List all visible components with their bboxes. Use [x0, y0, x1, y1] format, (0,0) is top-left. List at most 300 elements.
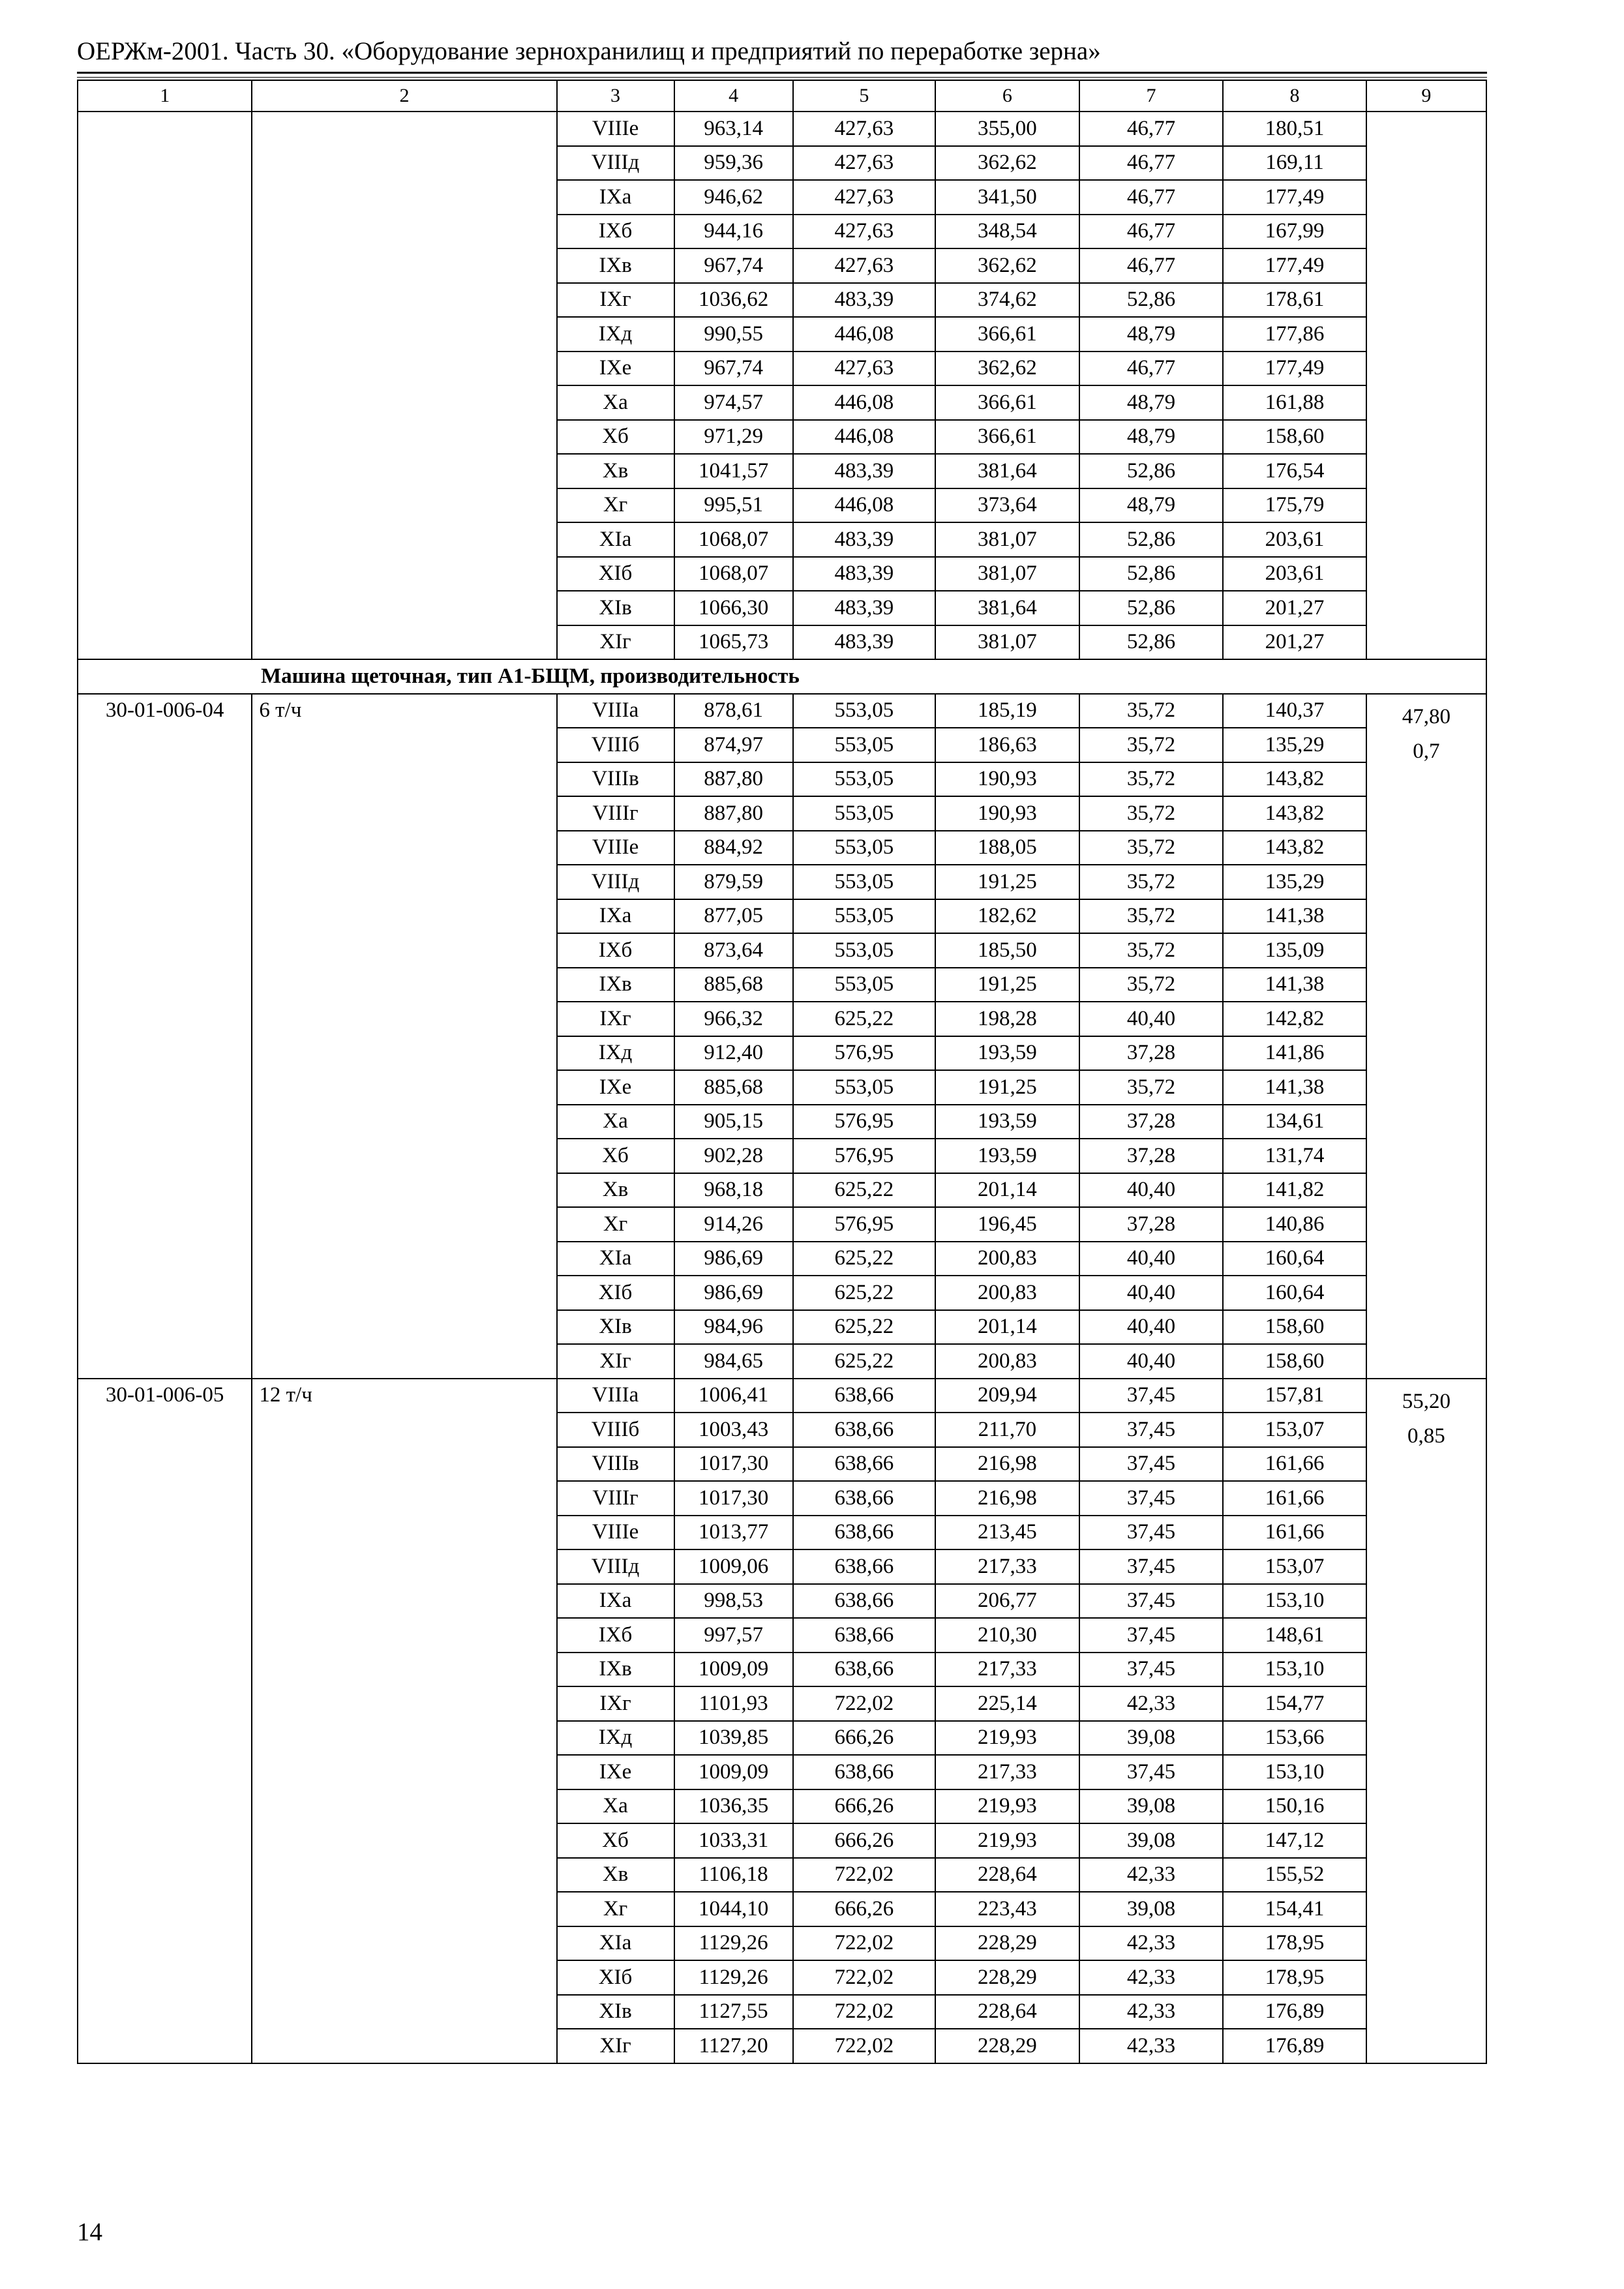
value-cell: 362,62	[935, 146, 1079, 181]
value-cell: 1036,35	[674, 1789, 793, 1824]
value-cell: 879,59	[674, 865, 793, 899]
value-cell: 135,09	[1223, 933, 1366, 968]
zone-cell: IXа	[557, 1584, 674, 1619]
zone-cell: IXг	[557, 283, 674, 318]
zone-cell: XIб	[557, 1960, 674, 1995]
value-cell: 912,40	[674, 1036, 793, 1071]
zone-cell: Xв	[557, 1858, 674, 1893]
value-cell: 228,29	[935, 1960, 1079, 1995]
value-cell: 666,26	[793, 1721, 935, 1756]
value-cell: 155,52	[1223, 1858, 1366, 1893]
value-cell: 150,16	[1223, 1789, 1366, 1824]
value-cell: 200,83	[935, 1344, 1079, 1379]
zone-cell: VIIIг	[557, 1481, 674, 1516]
zone-cell: VIIIд	[557, 146, 674, 181]
value-cell: 483,39	[793, 522, 935, 557]
value-cell: 39,08	[1079, 1789, 1224, 1824]
value-cell: 576,95	[793, 1105, 935, 1139]
section-title: Машина щеточная, тип А1-БЩМ, производительность	[261, 664, 800, 688]
value-cell: 638,66	[793, 1413, 935, 1447]
zone-cell: Xб	[557, 420, 674, 455]
value-cell: 35,72	[1079, 831, 1224, 865]
value-cell: 998,53	[674, 1584, 793, 1619]
value-cell: 1009,09	[674, 1653, 793, 1687]
value-cell: 210,30	[935, 1618, 1079, 1653]
value-cell: 35,72	[1079, 1070, 1224, 1105]
value-cell: 722,02	[793, 1926, 935, 1961]
value-cell: 666,26	[793, 1823, 935, 1858]
value-cell: 37,45	[1079, 1481, 1224, 1516]
value-cell: 974,57	[674, 385, 793, 420]
value-cell: 190,93	[935, 796, 1079, 831]
value-cell: 381,07	[935, 557, 1079, 591]
value-cell: 1039,85	[674, 1721, 793, 1756]
value-cell: 39,08	[1079, 1823, 1224, 1858]
zone-cell: IXе	[557, 1755, 674, 1789]
zone-cell: XIв	[557, 1310, 674, 1345]
value-cell: 1036,62	[674, 283, 793, 318]
section-row	[78, 659, 1486, 694]
value-cell: 216,98	[935, 1481, 1079, 1516]
value-cell: 228,29	[935, 2029, 1079, 2063]
value-cell: 366,61	[935, 385, 1079, 420]
column-number: 4	[674, 80, 793, 112]
value-cell: 153,07	[1223, 1413, 1366, 1447]
value-cell: 1003,43	[674, 1413, 793, 1447]
zone-cell: IXд	[557, 317, 674, 352]
value-cell: 46,77	[1079, 215, 1224, 249]
value-cell: 37,45	[1079, 1413, 1224, 1447]
value-cell: 213,45	[935, 1516, 1079, 1550]
value-cell: 381,64	[935, 591, 1079, 625]
value-cell: 42,33	[1079, 1926, 1224, 1961]
value-cell: 154,77	[1223, 1686, 1366, 1721]
value-cell: 37,28	[1079, 1036, 1224, 1071]
value-cell: 638,66	[793, 1584, 935, 1619]
value-cell: 1066,30	[674, 591, 793, 625]
value-cell: 40,40	[1079, 1242, 1224, 1276]
zone-cell: IXв	[557, 1653, 674, 1687]
value-cell: 191,25	[935, 1070, 1079, 1105]
value-cell: 966,32	[674, 1002, 793, 1036]
value-cell: 52,86	[1079, 591, 1224, 625]
value-cell: 553,05	[793, 933, 935, 968]
value-cell: 381,07	[935, 625, 1079, 660]
value-cell: 140,86	[1223, 1207, 1366, 1242]
value-cell: 986,69	[674, 1276, 793, 1310]
zone-cell: XIг	[557, 1344, 674, 1379]
value-cell: 427,63	[793, 146, 935, 181]
column-number: 7	[1079, 80, 1224, 112]
column-number: 1	[78, 80, 252, 112]
value-cell: 553,05	[793, 831, 935, 865]
value-cell: 374,62	[935, 283, 1079, 318]
zone-cell: IXе	[557, 352, 674, 386]
value-cell: 193,59	[935, 1139, 1079, 1173]
value-cell: 201,27	[1223, 591, 1366, 625]
value-cell: 135,29	[1223, 865, 1366, 899]
value-cell: 381,07	[935, 522, 1079, 557]
value-cell: 193,59	[935, 1036, 1079, 1071]
zone-cell: XIб	[557, 557, 674, 591]
value-cell: 1068,07	[674, 557, 793, 591]
col9-value: 0,85	[1407, 1424, 1445, 1448]
value-cell: 134,61	[1223, 1105, 1366, 1139]
column-number: 5	[793, 80, 935, 112]
value-cell: 40,40	[1079, 1173, 1224, 1208]
value-cell: 225,14	[935, 1686, 1079, 1721]
value-cell: 217,33	[935, 1549, 1079, 1584]
zone-cell: VIIIв	[557, 762, 674, 797]
value-cell: 722,02	[793, 2029, 935, 2063]
value-cell: 143,82	[1223, 831, 1366, 865]
zone-cell: XIв	[557, 1995, 674, 2029]
col9-value: 55,20	[1402, 1389, 1451, 1413]
zone-cell: Xг	[557, 1892, 674, 1926]
zone-cell: IXг	[557, 1002, 674, 1036]
value-cell: 553,05	[793, 796, 935, 831]
value-cell: 638,66	[793, 1516, 935, 1550]
header-rule	[77, 72, 1487, 74]
value-cell: 154,41	[1223, 1892, 1366, 1926]
value-cell: 211,70	[935, 1413, 1079, 1447]
value-cell: 576,95	[793, 1036, 935, 1071]
value-cell: 42,33	[1079, 1686, 1224, 1721]
value-cell: 997,57	[674, 1618, 793, 1653]
value-cell: 217,33	[935, 1653, 1079, 1687]
value-cell: 666,26	[793, 1892, 935, 1926]
value-cell: 878,61	[674, 694, 793, 728]
value-cell: 157,81	[1223, 1379, 1366, 1413]
value-cell: 553,05	[793, 694, 935, 728]
zone-cell: VIIIб	[557, 728, 674, 762]
value-cell: 722,02	[793, 1995, 935, 2029]
value-cell: 37,28	[1079, 1139, 1224, 1173]
zone-cell: Xв	[557, 454, 674, 488]
value-cell: 219,93	[935, 1789, 1079, 1824]
value-cell: 141,86	[1223, 1036, 1366, 1071]
column-number: 8	[1223, 80, 1366, 112]
zone-cell: VIIIе	[557, 1516, 674, 1550]
value-cell: 219,93	[935, 1721, 1079, 1756]
zone-cell: IXб	[557, 215, 674, 249]
value-cell: 427,63	[793, 352, 935, 386]
value-cell: 625,22	[793, 1344, 935, 1379]
value-cell: 35,72	[1079, 694, 1224, 728]
value-cell: 35,72	[1079, 933, 1224, 968]
value-cell: 40,40	[1079, 1276, 1224, 1310]
value-cell: 228,64	[935, 1858, 1079, 1893]
value-cell: 1044,10	[674, 1892, 793, 1926]
zone-cell: Xг	[557, 1207, 674, 1242]
value-cell: 914,26	[674, 1207, 793, 1242]
value-cell: 158,60	[1223, 1344, 1366, 1379]
value-cell: 553,05	[793, 1070, 935, 1105]
value-cell: 161,66	[1223, 1516, 1366, 1550]
zone-cell: Xб	[557, 1139, 674, 1173]
value-cell: 203,61	[1223, 522, 1366, 557]
value-cell: 191,25	[935, 865, 1079, 899]
value-cell: 158,60	[1223, 1310, 1366, 1345]
value-cell: 984,65	[674, 1344, 793, 1379]
zone-cell: IXа	[557, 180, 674, 215]
value-cell: 200,83	[935, 1276, 1079, 1310]
value-cell: 135,29	[1223, 728, 1366, 762]
value-cell: 228,29	[935, 1926, 1079, 1961]
column-number: 6	[935, 80, 1079, 112]
zone-cell: XIг	[557, 2029, 674, 2063]
value-cell: 178,95	[1223, 1926, 1366, 1961]
value-cell: 638,66	[793, 1618, 935, 1653]
value-cell: 625,22	[793, 1173, 935, 1208]
value-cell: 553,05	[793, 865, 935, 899]
value-cell: 161,66	[1223, 1447, 1366, 1482]
value-cell: 177,49	[1223, 352, 1366, 386]
value-cell: 177,49	[1223, 180, 1366, 215]
value-cell: 180,51	[1223, 112, 1366, 146]
value-cell: 483,39	[793, 591, 935, 625]
value-cell: 576,95	[793, 1139, 935, 1173]
value-cell: 887,80	[674, 762, 793, 797]
zone-cell: IXв	[557, 248, 674, 283]
value-cell: 182,62	[935, 899, 1079, 934]
value-cell: 131,74	[1223, 1139, 1366, 1173]
value-cell: 35,72	[1079, 728, 1224, 762]
value-cell: 52,86	[1079, 557, 1224, 591]
zone-cell: VIIIд	[557, 865, 674, 899]
value-cell: 483,39	[793, 283, 935, 318]
zone-cell: Xа	[557, 385, 674, 420]
zone-cell: VIIIе	[557, 831, 674, 865]
value-cell: 873,64	[674, 933, 793, 968]
value-cell: 143,82	[1223, 762, 1366, 797]
value-cell: 185,19	[935, 694, 1079, 728]
zone-cell: IXв	[557, 968, 674, 1002]
value-cell: 638,66	[793, 1447, 935, 1482]
value-cell: 483,39	[793, 557, 935, 591]
value-cell: 1127,20	[674, 2029, 793, 2063]
value-cell: 46,77	[1079, 352, 1224, 386]
zone-cell: VIIIд	[557, 1549, 674, 1584]
value-cell: 201,27	[1223, 625, 1366, 660]
value-cell: 984,96	[674, 1310, 793, 1345]
work-name-cell	[252, 112, 556, 659]
zone-cell: IXг	[557, 1686, 674, 1721]
value-cell: 216,98	[935, 1447, 1079, 1482]
value-cell: 1006,41	[674, 1379, 793, 1413]
zone-cell: IXа	[557, 899, 674, 934]
value-cell: 188,05	[935, 831, 1079, 865]
value-cell: 167,99	[1223, 215, 1366, 249]
value-cell: 348,54	[935, 215, 1079, 249]
work-name-cell: 6 т/ч	[252, 694, 556, 1379]
value-cell: 228,64	[935, 1995, 1079, 2029]
value-cell: 37,45	[1079, 1653, 1224, 1687]
value-cell: 193,59	[935, 1105, 1079, 1139]
value-cell: 1041,57	[674, 454, 793, 488]
value-cell: 39,08	[1079, 1721, 1224, 1756]
value-cell: 427,63	[793, 112, 935, 146]
value-cell: 638,66	[793, 1481, 935, 1516]
value-cell: 48,79	[1079, 317, 1224, 352]
value-cell: 52,86	[1079, 454, 1224, 488]
value-cell: 153,66	[1223, 1721, 1366, 1756]
value-cell: 52,86	[1079, 522, 1224, 557]
table-row	[78, 694, 1486, 728]
value-cell: 877,05	[674, 899, 793, 934]
value-cell: 35,72	[1079, 899, 1224, 934]
column-number-row	[78, 80, 1486, 112]
value-cell: 40,40	[1079, 1344, 1224, 1379]
table-row	[78, 1379, 1486, 1413]
zone-cell: VIIIв	[557, 1447, 674, 1482]
zone-cell: VIIIа	[557, 1379, 674, 1413]
value-cell: 1013,77	[674, 1516, 793, 1550]
zone-cell: XIа	[557, 1926, 674, 1961]
value-cell: 1017,30	[674, 1447, 793, 1482]
value-cell: 902,28	[674, 1139, 793, 1173]
zone-cell: IXб	[557, 933, 674, 968]
value-cell: 39,08	[1079, 1892, 1224, 1926]
value-cell: 722,02	[793, 1858, 935, 1893]
rate-code-cell: 30-01-006-04	[78, 694, 252, 1379]
value-cell: 178,61	[1223, 283, 1366, 318]
value-cell: 37,45	[1079, 1447, 1224, 1482]
value-cell: 206,77	[935, 1584, 1079, 1619]
value-cell: 160,64	[1223, 1276, 1366, 1310]
value-cell: 1129,26	[674, 1926, 793, 1961]
value-cell: 968,18	[674, 1173, 793, 1208]
column-number: 2	[252, 80, 556, 112]
value-cell: 37,28	[1079, 1105, 1224, 1139]
equipment-mass-cell	[1366, 694, 1486, 1379]
value-cell: 1106,18	[674, 1858, 793, 1893]
value-cell: 553,05	[793, 899, 935, 934]
zone-cell: Xв	[557, 1173, 674, 1208]
value-cell: 48,79	[1079, 420, 1224, 455]
value-cell: 1101,93	[674, 1686, 793, 1721]
value-cell: 196,45	[935, 1207, 1079, 1242]
value-cell: 483,39	[793, 454, 935, 488]
zone-cell: XIа	[557, 522, 674, 557]
value-cell: 52,86	[1079, 283, 1224, 318]
value-cell: 52,86	[1079, 625, 1224, 660]
value-cell: 355,00	[935, 112, 1079, 146]
zone-cell: VIIIб	[557, 1413, 674, 1447]
value-cell: 446,08	[793, 488, 935, 523]
zone-cell: IXе	[557, 1070, 674, 1105]
value-cell: 176,54	[1223, 454, 1366, 488]
value-cell: 722,02	[793, 1960, 935, 1995]
value-cell: 576,95	[793, 1207, 935, 1242]
value-cell: 186,63	[935, 728, 1079, 762]
zone-cell: Xа	[557, 1105, 674, 1139]
value-cell: 175,79	[1223, 488, 1366, 523]
value-cell: 1065,73	[674, 625, 793, 660]
value-cell: 967,74	[674, 352, 793, 386]
value-cell: 191,25	[935, 968, 1079, 1002]
zone-cell: VIIIа	[557, 694, 674, 728]
value-cell: 177,86	[1223, 317, 1366, 352]
zone-cell: XIа	[557, 1242, 674, 1276]
value-cell: 176,89	[1223, 2029, 1366, 2063]
value-cell: 42,33	[1079, 1960, 1224, 1995]
work-name-cell: 12 т/ч	[252, 1379, 556, 2063]
header-rule-thin	[77, 77, 1487, 78]
value-cell: 37,45	[1079, 1549, 1224, 1584]
value-cell: 48,79	[1079, 488, 1224, 523]
value-cell: 553,05	[793, 728, 935, 762]
value-cell: 203,61	[1223, 557, 1366, 591]
value-cell: 158,60	[1223, 420, 1366, 455]
value-cell: 35,72	[1079, 796, 1224, 831]
value-cell: 37,45	[1079, 1755, 1224, 1789]
zone-cell: XIб	[557, 1276, 674, 1310]
running-title: ОЕРЖм-2001. Часть 30. «Оборудование зернохранилищ и предприятий по переработке зерна»	[77, 37, 1101, 65]
value-cell: 874,97	[674, 728, 793, 762]
value-cell: 884,92	[674, 831, 793, 865]
equipment-mass-cell	[1366, 1379, 1486, 2063]
value-cell: 1033,31	[674, 1823, 793, 1858]
value-cell: 153,10	[1223, 1584, 1366, 1619]
value-cell: 42,33	[1079, 2029, 1224, 2063]
value-cell: 1009,06	[674, 1549, 793, 1584]
value-cell: 638,66	[793, 1653, 935, 1687]
value-cell: 35,72	[1079, 865, 1224, 899]
value-cell: 40,40	[1079, 1002, 1224, 1036]
value-cell: 143,82	[1223, 796, 1366, 831]
value-cell: 366,61	[935, 317, 1079, 352]
value-cell: 42,33	[1079, 1995, 1224, 2029]
value-cell: 200,83	[935, 1242, 1079, 1276]
value-cell: 427,63	[793, 248, 935, 283]
value-cell: 141,38	[1223, 1070, 1366, 1105]
value-cell: 42,33	[1079, 1858, 1224, 1893]
zone-cell: IXд	[557, 1721, 674, 1756]
table-row	[78, 112, 1486, 146]
value-cell: 887,80	[674, 796, 793, 831]
value-cell: 362,62	[935, 352, 1079, 386]
value-cell: 46,77	[1079, 180, 1224, 215]
value-cell: 946,62	[674, 180, 793, 215]
value-cell: 217,33	[935, 1755, 1079, 1789]
value-cell: 885,68	[674, 1070, 793, 1105]
zone-cell: IXб	[557, 1618, 674, 1653]
zone-cell: XIв	[557, 591, 674, 625]
value-cell: 141,82	[1223, 1173, 1366, 1208]
value-cell: 373,64	[935, 488, 1079, 523]
value-cell: 48,79	[1079, 385, 1224, 420]
value-cell: 995,51	[674, 488, 793, 523]
page-number: 14	[77, 2218, 102, 2246]
value-cell: 427,63	[793, 215, 935, 249]
value-cell: 553,05	[793, 968, 935, 1002]
value-cell: 46,77	[1079, 112, 1224, 146]
value-cell: 638,66	[793, 1549, 935, 1584]
zone-cell: VIIIе	[557, 112, 674, 146]
zone-cell: Xб	[557, 1823, 674, 1858]
zone-cell: VIIIг	[557, 796, 674, 831]
value-cell: 140,37	[1223, 694, 1366, 728]
value-cell: 1068,07	[674, 522, 793, 557]
value-cell: 141,38	[1223, 899, 1366, 934]
value-cell: 905,15	[674, 1105, 793, 1139]
value-cell: 959,36	[674, 146, 793, 181]
value-cell: 219,93	[935, 1823, 1079, 1858]
value-cell: 46,77	[1079, 248, 1224, 283]
value-cell: 153,10	[1223, 1755, 1366, 1789]
value-cell: 185,50	[935, 933, 1079, 968]
